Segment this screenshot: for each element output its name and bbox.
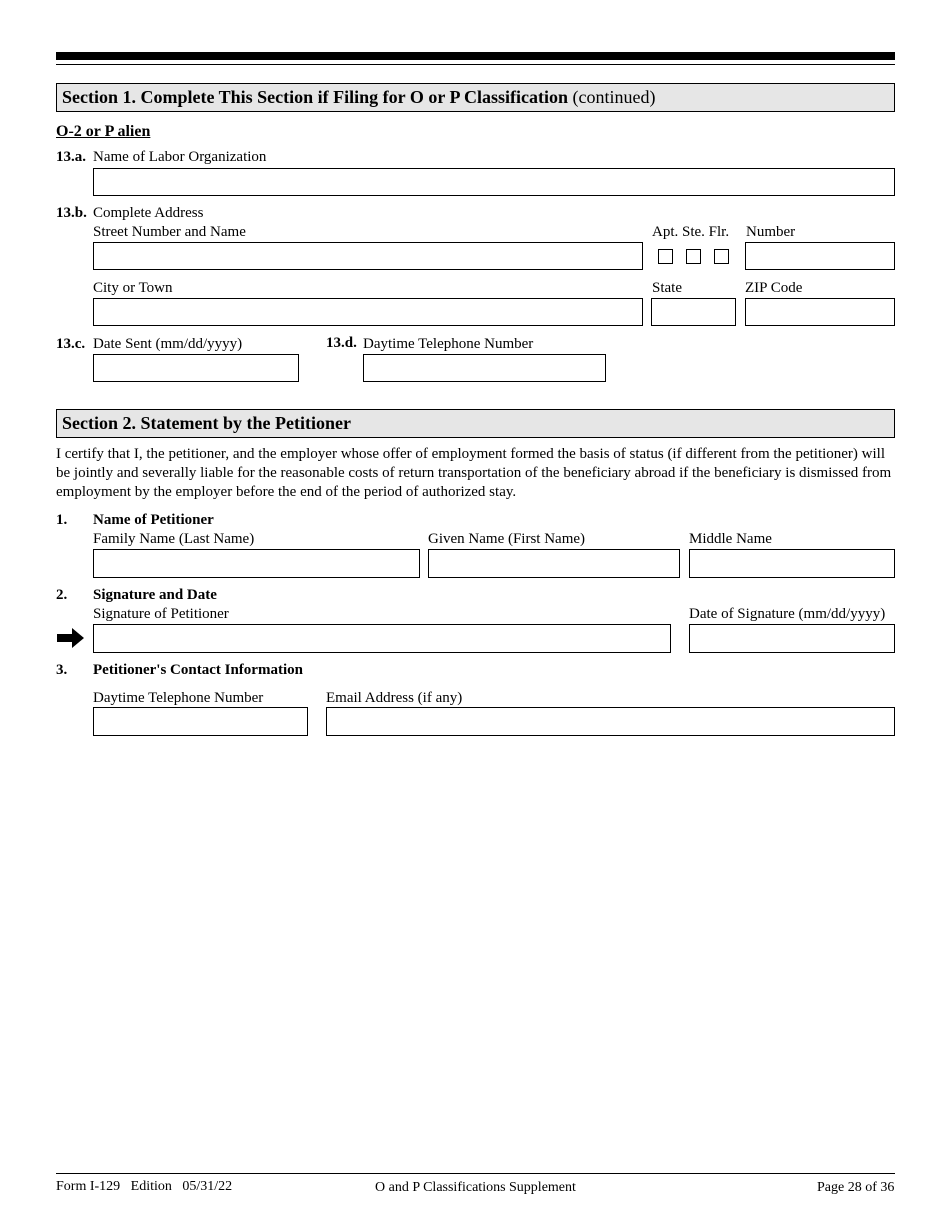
- given-name-label: Given Name (First Name): [428, 531, 586, 547]
- header-thick-rule: [56, 52, 895, 60]
- street-input[interactable]: [93, 242, 643, 270]
- daytime-phone-13d-input[interactable]: [363, 354, 606, 382]
- given-name-input[interactable]: [428, 549, 680, 578]
- q13d-label: Daytime Telephone Number: [363, 336, 534, 352]
- ste-checkbox[interactable]: [686, 249, 701, 264]
- middle-name-label: Middle Name: [689, 531, 772, 547]
- section-2-title: Section 2. Statement by the Petitioner: [62, 413, 351, 433]
- arrow-right-icon: [57, 628, 84, 648]
- q13c-label: Date Sent (mm/dd/yyyy): [93, 336, 243, 352]
- q13b-number: 13.b.: [56, 205, 87, 221]
- family-name-input[interactable]: [93, 549, 420, 578]
- signature-label: Signature of Petitioner: [93, 606, 229, 622]
- signature-date-input[interactable]: [689, 624, 895, 653]
- section-1-header: [56, 83, 895, 112]
- section-1-title: Section 1. Complete This Section if Filing for O or P Classification: [62, 87, 568, 107]
- q13a-label: Name of Labor Organization: [93, 149, 267, 165]
- footer-form-edition: Form I-129 Edition 05/31/22: [56, 1179, 233, 1194]
- address-number-input[interactable]: [745, 242, 895, 270]
- zip-label: ZIP Code: [745, 280, 803, 296]
- contact-phone-input[interactable]: [93, 707, 308, 736]
- subheading-o2-p-alien: O-2 or P alien: [56, 123, 151, 140]
- apt-ste-flr-label: Apt. Ste. Flr.: [652, 224, 730, 240]
- q13a-number: 13.a.: [56, 149, 86, 165]
- signature-input[interactable]: [93, 624, 671, 653]
- q1-number: 1.: [56, 512, 68, 528]
- zip-input[interactable]: [745, 298, 895, 326]
- q13b-label: Complete Address: [93, 205, 204, 221]
- city-label: City or Town: [93, 280, 173, 296]
- middle-name-input[interactable]: [689, 549, 895, 578]
- labor-organization-name-input[interactable]: [93, 168, 895, 196]
- footer-rule: [56, 1173, 895, 1174]
- date-sent-input[interactable]: [93, 354, 299, 382]
- footer-supplement-title: O and P Classifications Supplement: [375, 1180, 576, 1195]
- state-label: State: [652, 280, 682, 296]
- header-thin-rule: [56, 64, 895, 65]
- apt-checkbox[interactable]: [658, 249, 673, 264]
- footer-page-number: Page 28 of 36: [817, 1180, 895, 1195]
- email-input[interactable]: [326, 707, 895, 736]
- q2-label: Signature and Date: [93, 587, 217, 603]
- q13c-number: 13.c.: [56, 336, 86, 352]
- q3-number: 3.: [56, 662, 68, 678]
- email-label: Email Address (if any): [326, 690, 463, 706]
- q1-label: Name of Petitioner: [93, 512, 214, 528]
- street-label: Street Number and Name: [93, 224, 246, 240]
- q13d-number: 13.d.: [326, 335, 357, 351]
- q3-label: Petitioner's Contact Information: [93, 662, 303, 678]
- state-input[interactable]: [651, 298, 736, 326]
- contact-phone-label: Daytime Telephone Number: [93, 690, 264, 706]
- q2-number: 2.: [56, 587, 68, 603]
- section-1-continued: (continued): [572, 87, 656, 107]
- petitioner-statement: I certify that I, the petitioner, and the employer whose offer of employment formed the basis of status (if different from the petitioner) will be jointly and severally liable for the reasonable costs of return transportation of the beneficiary abroad if the beneficiary is dismissed from employment by the employer before the end of the period of authorized stay.: [56, 446, 892, 500]
- flr-checkbox[interactable]: [714, 249, 729, 264]
- address-number-label: Number: [746, 224, 796, 240]
- family-name-label: Family Name (Last Name): [93, 531, 255, 547]
- signature-date-label: Date of Signature (mm/dd/yyyy): [689, 606, 886, 622]
- section-2-header: [56, 409, 895, 438]
- city-input[interactable]: [93, 298, 643, 326]
